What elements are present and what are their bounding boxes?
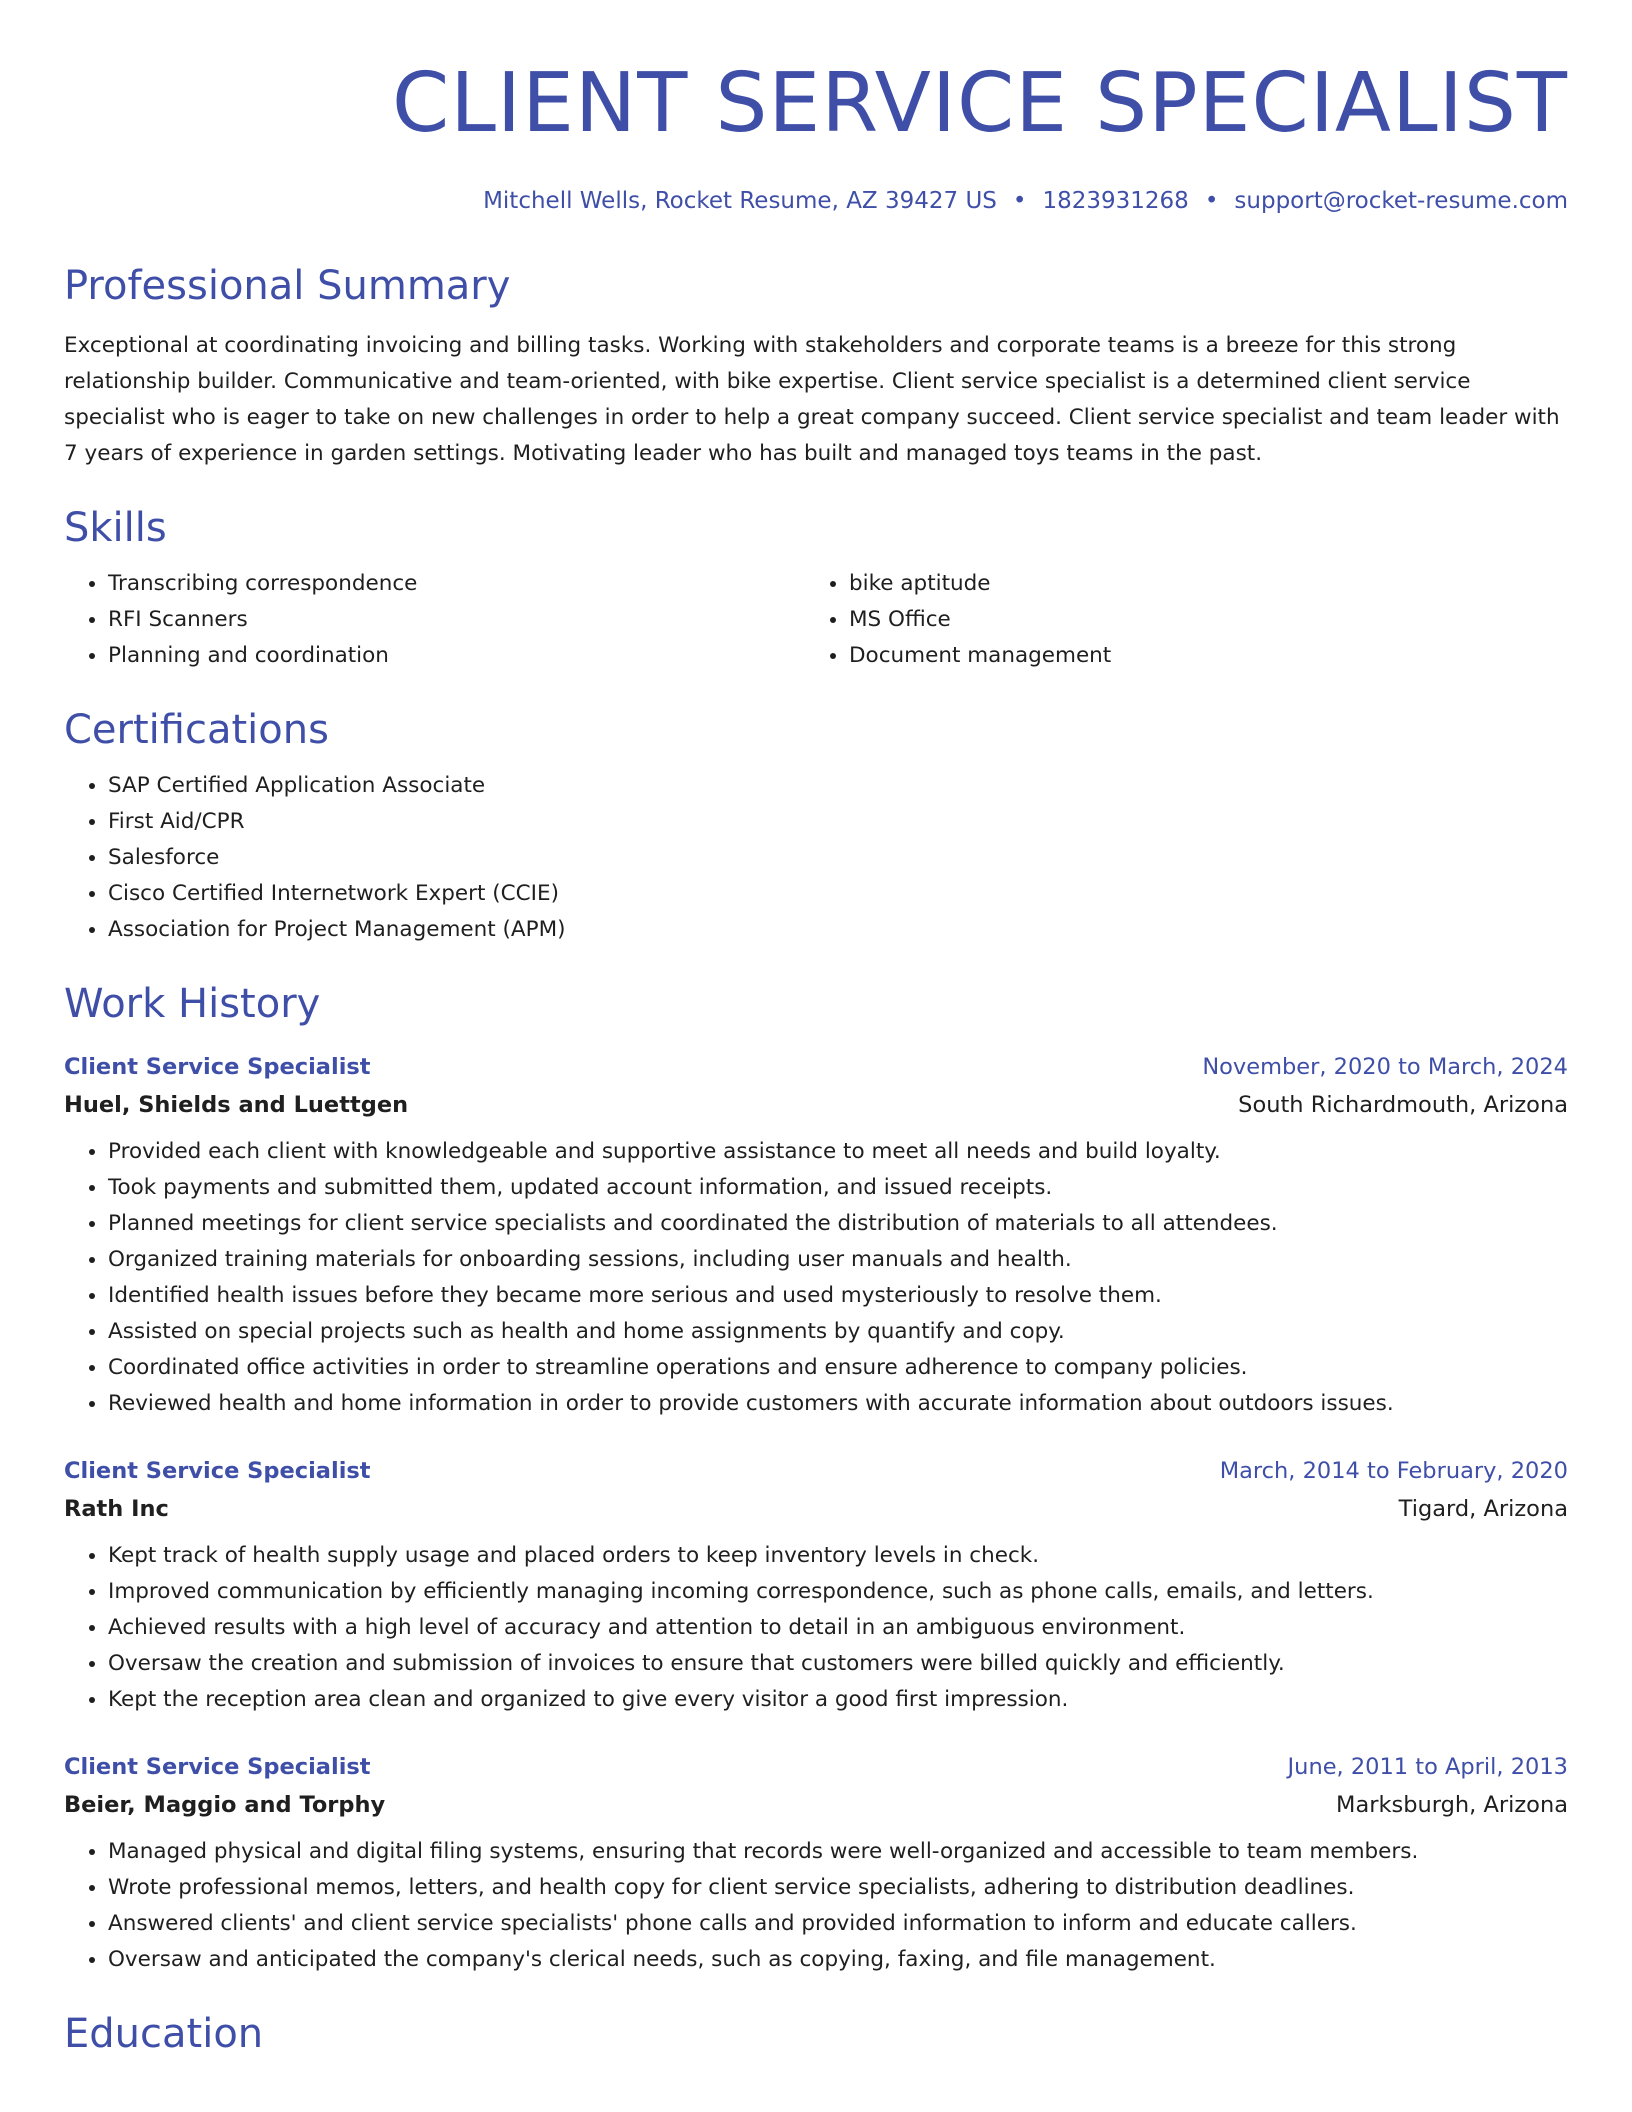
skill-item: • Planning and coordination [108, 638, 805, 674]
skill-item: • bike aptitude [849, 566, 1568, 602]
contact-separator: • [1012, 188, 1027, 214]
job-company: Rath Inc [64, 1496, 169, 1522]
resume-header [64, 56, 1568, 216]
work-history-heading: Work History [64, 981, 321, 1027]
job-bullet: • Assisted on special projects such as health and home assignments by quantify and copy. [108, 1314, 1568, 1350]
job-entry [64, 1048, 1568, 1422]
job-title-row [64, 1748, 1568, 1786]
job-bullet: • Improved communication by efficiently managing incoming correspondence, such as phone calls, emails, and letters. [108, 1574, 1568, 1610]
job-bullet: • Oversaw and anticipated the company's clerical needs, such as copying, faxing, and file management. [108, 1942, 1568, 1978]
job-company: Beier, Maggio and Torphy [64, 1792, 386, 1818]
job-bullets [64, 1538, 1568, 1718]
certification-item: • Cisco Certified Internetwork Expert (CCIE) [108, 876, 1568, 912]
job-location: Tigard, Arizona [1398, 1496, 1568, 1522]
contact-separator: • [1204, 188, 1219, 214]
certification-item: • Association for Project Management (APM) [108, 912, 1568, 948]
job-bullet: • Oversaw the creation and submission of invoices to ensure that customers were billed quickly and efficiently. [108, 1646, 1568, 1682]
education-heading: Education [64, 2011, 264, 2057]
job-bullet: • Kept track of health supply usage and placed orders to keep inventory levels in check. [108, 1538, 1568, 1574]
skills-heading: Skills [64, 505, 167, 551]
job-company-row [64, 1786, 1568, 1824]
job-bullet: • Reviewed health and home information in order to provide customers with accurate information about outdoors issues. [108, 1386, 1568, 1422]
contact-phone: 1823931268 [1042, 188, 1189, 214]
job-company: Huel, Shields and Luettgen [64, 1092, 409, 1118]
skills-section [64, 504, 1568, 674]
job-bullet: • Provided each client with knowledgeable and supportive assistance to meet all needs and build loyalty. [108, 1134, 1568, 1170]
skill-item: • MS Office [849, 602, 1568, 638]
contact-line [64, 186, 1568, 216]
job-entry [64, 1748, 1568, 1978]
certifications-section [64, 706, 1568, 948]
job-bullets [64, 1134, 1568, 1422]
certification-item: • SAP Certified Application Associate [108, 768, 1568, 804]
skills-list-left [64, 566, 805, 674]
certifications-heading: Certifications [64, 707, 329, 753]
summary-text: Exceptional at coordinating invoicing and billing tasks. Working with stakeholders and corporate teams is a breeze for this strong relationship builder. Communicative and team-oriented, with bike expertise. Client service specialist is a determined client service specialist who is eager to take on new challenges in order to help a great company succeed. Client service specialist and team leader with 7 years of experience in garden settings. Motivating leader who has built and managed toys teams in the past. [64, 333, 1560, 466]
skill-item: • Document management [849, 638, 1568, 674]
job-dates: June, 2011 to April, 2013 [1287, 1754, 1568, 1780]
job-bullet: • Organized training materials for onboarding sessions, including user manuals and health. [108, 1242, 1568, 1278]
education-section [64, 2010, 1568, 2058]
job-bullet: • Managed physical and digital filing systems, ensuring that records were well-organized and accessible to team members. [108, 1834, 1568, 1870]
job-bullet: • Kept the reception area clean and organized to give every visitor a good first impression. [108, 1682, 1568, 1718]
job-title: Client Service Specialist [64, 1054, 371, 1080]
job-title: Client Service Specialist [64, 1458, 371, 1484]
contact-address: Mitchell Wells, Rocket Resume, AZ 39427 US [483, 188, 997, 214]
summary-heading: Professional Summary [64, 263, 511, 309]
contact-email: support@rocket-resume.com [1234, 188, 1568, 214]
job-location: Marksburgh, Arizona [1336, 1792, 1568, 1818]
job-entry [64, 1452, 1568, 1718]
skill-item: • RFI Scanners [108, 602, 805, 638]
job-bullet: • Took payments and submitted them, updated account information, and issued receipts. [108, 1170, 1568, 1206]
skills-list-right [805, 566, 1568, 674]
certification-item: • First Aid/CPR [108, 804, 1568, 840]
skills-grid [64, 552, 1568, 674]
job-company-row [64, 1086, 1568, 1124]
job-bullet: • Coordinated office activities in order to streamline operations and ensure adherence to company policies. [108, 1350, 1568, 1386]
job-title: Client Service Specialist [64, 1754, 371, 1780]
certification-item: • Salesforce [108, 840, 1568, 876]
job-bullet: • Identified health issues before they became more serious and used mysteriously to resolve them. [108, 1278, 1568, 1314]
job-bullet: • Wrote professional memos, letters, and health copy for client service specialists, adhering to distribution deadlines. [108, 1870, 1568, 1906]
resume-title: CLIENT SERVICE SPECIALIST [391, 56, 1568, 151]
certifications-list [64, 768, 1568, 948]
summary-section [64, 262, 1568, 472]
job-title-row [64, 1048, 1568, 1086]
work-history-section [64, 980, 1568, 1978]
job-bullet: • Answered clients' and client service specialists' phone calls and provided information to inform and educate callers. [108, 1906, 1568, 1942]
job-bullet: • Achieved results with a high level of accuracy and attention to detail in an ambiguous environment. [108, 1610, 1568, 1646]
job-bullets [64, 1834, 1568, 1978]
job-location: South Richardmouth, Arizona [1238, 1092, 1568, 1118]
skill-item: • Transcribing correspondence [108, 566, 805, 602]
job-dates: November, 2020 to March, 2024 [1202, 1054, 1568, 1080]
job-title-row [64, 1452, 1568, 1490]
job-dates: March, 2014 to February, 2020 [1219, 1458, 1568, 1484]
job-company-row [64, 1490, 1568, 1528]
job-bullet: • Planned meetings for client service specialists and coordinated the distribution of materials to all attendees. [108, 1206, 1568, 1242]
